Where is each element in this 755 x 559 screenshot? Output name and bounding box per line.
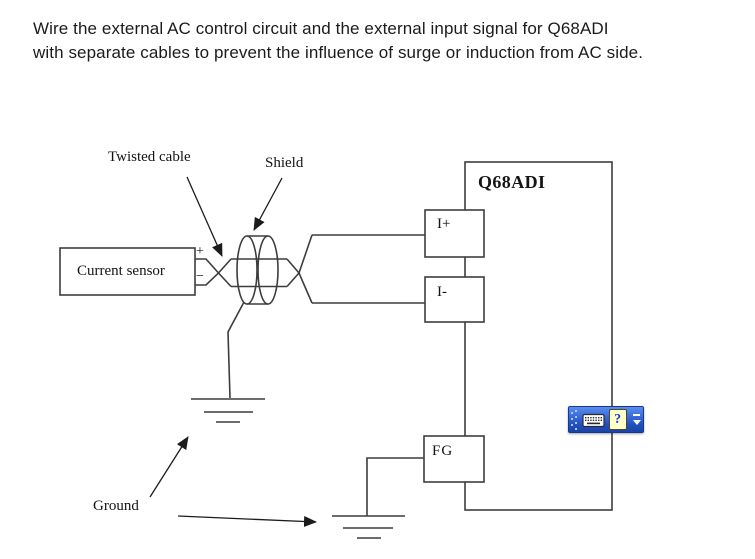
instruction-line-1: Wire the external AC control circuit and the external input signal for Q68ADI (33, 19, 609, 38)
terminal-box-iminus (425, 277, 484, 322)
language-toolbar (568, 406, 644, 433)
help-button[interactable] (609, 409, 627, 430)
fg-ground-wire (367, 458, 424, 516)
toolbar-controls (631, 407, 643, 432)
options-chevron-icon[interactable] (633, 420, 641, 425)
terminal-box-iplus (425, 210, 484, 257)
terminal-label-fg: FG (432, 443, 454, 459)
minimize-icon[interactable] (633, 414, 640, 416)
plus-terminal-sign: + (196, 244, 204, 259)
instruction-line-2: with separate cables to prevent the influence of surge or induction from AC side. (33, 43, 644, 62)
current-sensor-label: Current sensor (77, 263, 165, 279)
ground-arrow-bottom (178, 516, 316, 522)
terminal-label-iplus: I+ (437, 216, 451, 232)
shield-symbol (237, 236, 278, 304)
shield-label: Shield (265, 155, 304, 171)
twisted-cable-label: Twisted cable (108, 149, 191, 165)
ground-symbol-middle (191, 399, 265, 422)
ground-label: Ground (93, 498, 139, 514)
help-icon: ? (614, 412, 622, 427)
ground-arrow-middle (150, 437, 188, 497)
minus-terminal-sign: − (196, 269, 204, 284)
drag-handle-dots-icon (571, 410, 580, 430)
drag-handle[interactable] (571, 410, 580, 429)
module-box (465, 162, 612, 510)
terminal-label-iminus: I- (437, 284, 447, 300)
keyboard-icon (582, 411, 606, 429)
shield-arrow (254, 178, 282, 230)
ground-symbol-bottom (332, 516, 405, 538)
keyboard-button[interactable] (582, 409, 607, 430)
shield-drain-wire (228, 302, 244, 398)
module-label: Q68ADI (478, 172, 546, 192)
twisted-cable-arrow (187, 177, 222, 256)
